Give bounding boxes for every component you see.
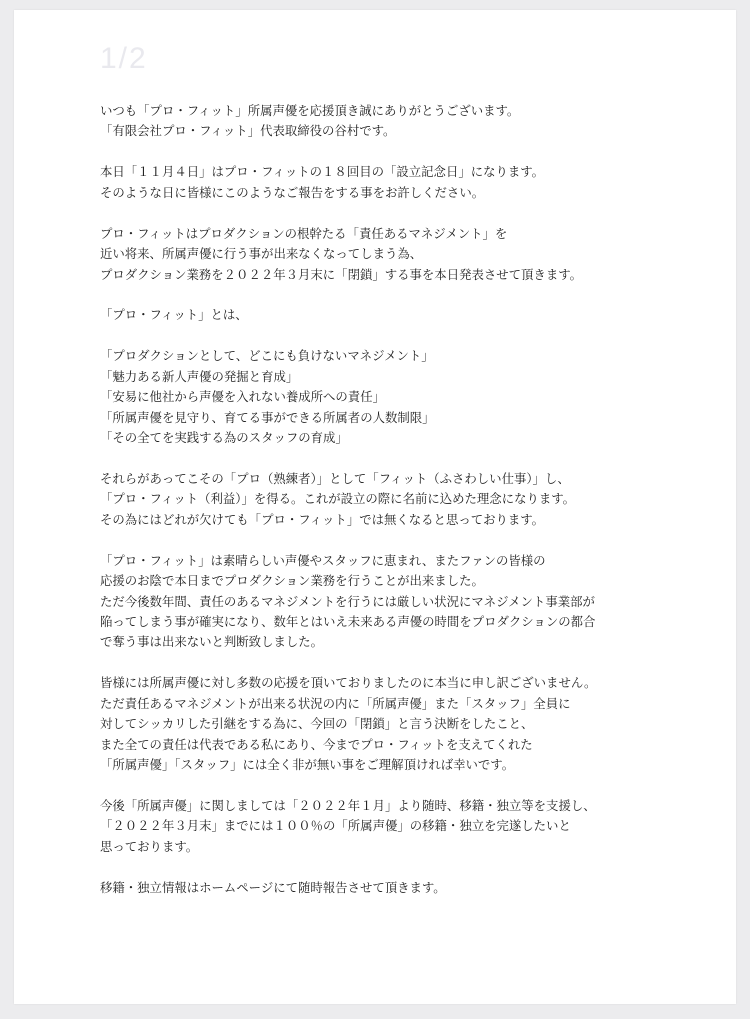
text-line: 「２０２２年３月末」までには１００％の「所属声優」の移籍・独立を完遂したいと xyxy=(100,818,571,834)
text-line: 皆様には所属声優に対し多数の応援を頂いておりましたのに本当に申し訳ございません。 xyxy=(100,675,597,691)
text-line: プロ・フィットはプロダクションの根幹たる「責任あるマネジメント」を xyxy=(100,225,508,241)
text-line: 「安易に他社から声優を入れない養成所への責任」 xyxy=(100,389,385,405)
page-indicator: 1/2 xyxy=(100,42,148,75)
text-line: 「有限会社プロ・フィット」代表取締役の谷村です。 xyxy=(100,123,396,139)
paragraph xyxy=(100,796,720,857)
text-line: 今後「所属声優」に関しましては「２０２２年１月」より随時、移籍・独立等を支援し、 xyxy=(100,797,596,813)
text-line: 「その全てを実践する為のスタッフの育成」 xyxy=(100,430,348,445)
text-line: 「プロ・フィット」は素晴らしい声優やスタッフに恵まれ、またファンの皆様の xyxy=(100,552,546,568)
text-line: それらがあってこその「プロ（熟練者）」として「フィット（ふさわしい仕事）」し、 xyxy=(100,470,570,486)
text-line: 「プロ・フィット」とは、 xyxy=(100,307,248,323)
paragraph xyxy=(100,224,720,285)
text-line: 陥ってしまう事が確実になり、数年とはいえ未来ある声優の時間をプロダクションの都合 xyxy=(100,613,596,629)
text-line: で奪う事は出来ないと判断致しました。 xyxy=(100,634,324,650)
text-line: 思っております。 xyxy=(100,838,199,854)
paragraph xyxy=(100,346,720,448)
paragraph-gap xyxy=(100,285,720,305)
paragraph-gap xyxy=(100,653,720,673)
paragraph xyxy=(100,551,720,653)
text-line: その為にはどれが欠けても「プロ・フィット」では無くなると思っております。 xyxy=(100,511,545,527)
text-line: 移籍・独立情報はホームページにて随時報告させて頂きます。 xyxy=(100,879,446,895)
text-line: 対してシッカリした引継をする為に、今回の「閉鎖」と言う決断をしたこと、 xyxy=(100,716,534,732)
paragraph-gap xyxy=(100,203,720,223)
text-line: 「プロ・フィット（利益）」を得る。これが設立の際に名前に込めた理念になります。 xyxy=(100,491,576,507)
paragraph xyxy=(100,673,720,775)
paragraph xyxy=(100,469,720,530)
text-line: 応援のお陰で本日までプロダクション業務を行うことが出来ました。 xyxy=(100,573,484,589)
text-line: そのような日に皆様にこのようなご報告をする事をお許しください。 xyxy=(100,184,485,200)
text-line: また全ての責任は代表である私にあり、今までプロ・フィットを支えてくれた xyxy=(100,736,533,752)
paragraph xyxy=(100,878,720,898)
paragraph-gap xyxy=(100,448,720,468)
paragraph xyxy=(100,162,720,203)
text-line: 「所属声優」「スタッフ」には全く非が無い事をご理解頂ければ幸いです。 xyxy=(100,757,515,772)
paragraph xyxy=(100,305,720,325)
text-line: 「所属声優を見守り、育てる事ができる所属者の人数制限」 xyxy=(100,409,435,425)
text-line: 本日「１１月４日」はプロ・フィットの１８回目の「設立記念日」になります。 xyxy=(100,164,545,180)
paragraph-gap xyxy=(100,775,720,795)
paragraph-gap xyxy=(100,326,720,346)
text-line: いつも「プロ・フィット」所属声優を応援頂き誠にありがとうございます。 xyxy=(100,103,520,118)
paragraph-gap xyxy=(100,142,720,162)
text-line: ただ責任あるマネジメントが出来る状況の内に「所属声優」また「スタッフ」全員に xyxy=(100,695,571,711)
text-line: 「魅力ある新人声優の発掘と育成」 xyxy=(100,368,299,384)
document-page xyxy=(14,10,736,1004)
text-line: プロダクション業務を２０２２年３月末に「閉鎖」する事を本日発表させて頂きます。 xyxy=(100,266,582,282)
paragraph-gap xyxy=(100,857,720,877)
paragraph-gap xyxy=(100,530,720,550)
text-line: 「プロダクションとして、どこにも負けないマネジメント」 xyxy=(100,348,434,364)
text-line: ただ今後数年間、責任のあるマネジメントを行うには厳しい状況にマネジメント事業部が xyxy=(100,593,595,609)
text-line: 近い将来、所属声優に行う事が出来なくなってしまう為、 xyxy=(100,246,423,262)
document-body xyxy=(100,101,720,898)
paragraph xyxy=(100,101,720,142)
